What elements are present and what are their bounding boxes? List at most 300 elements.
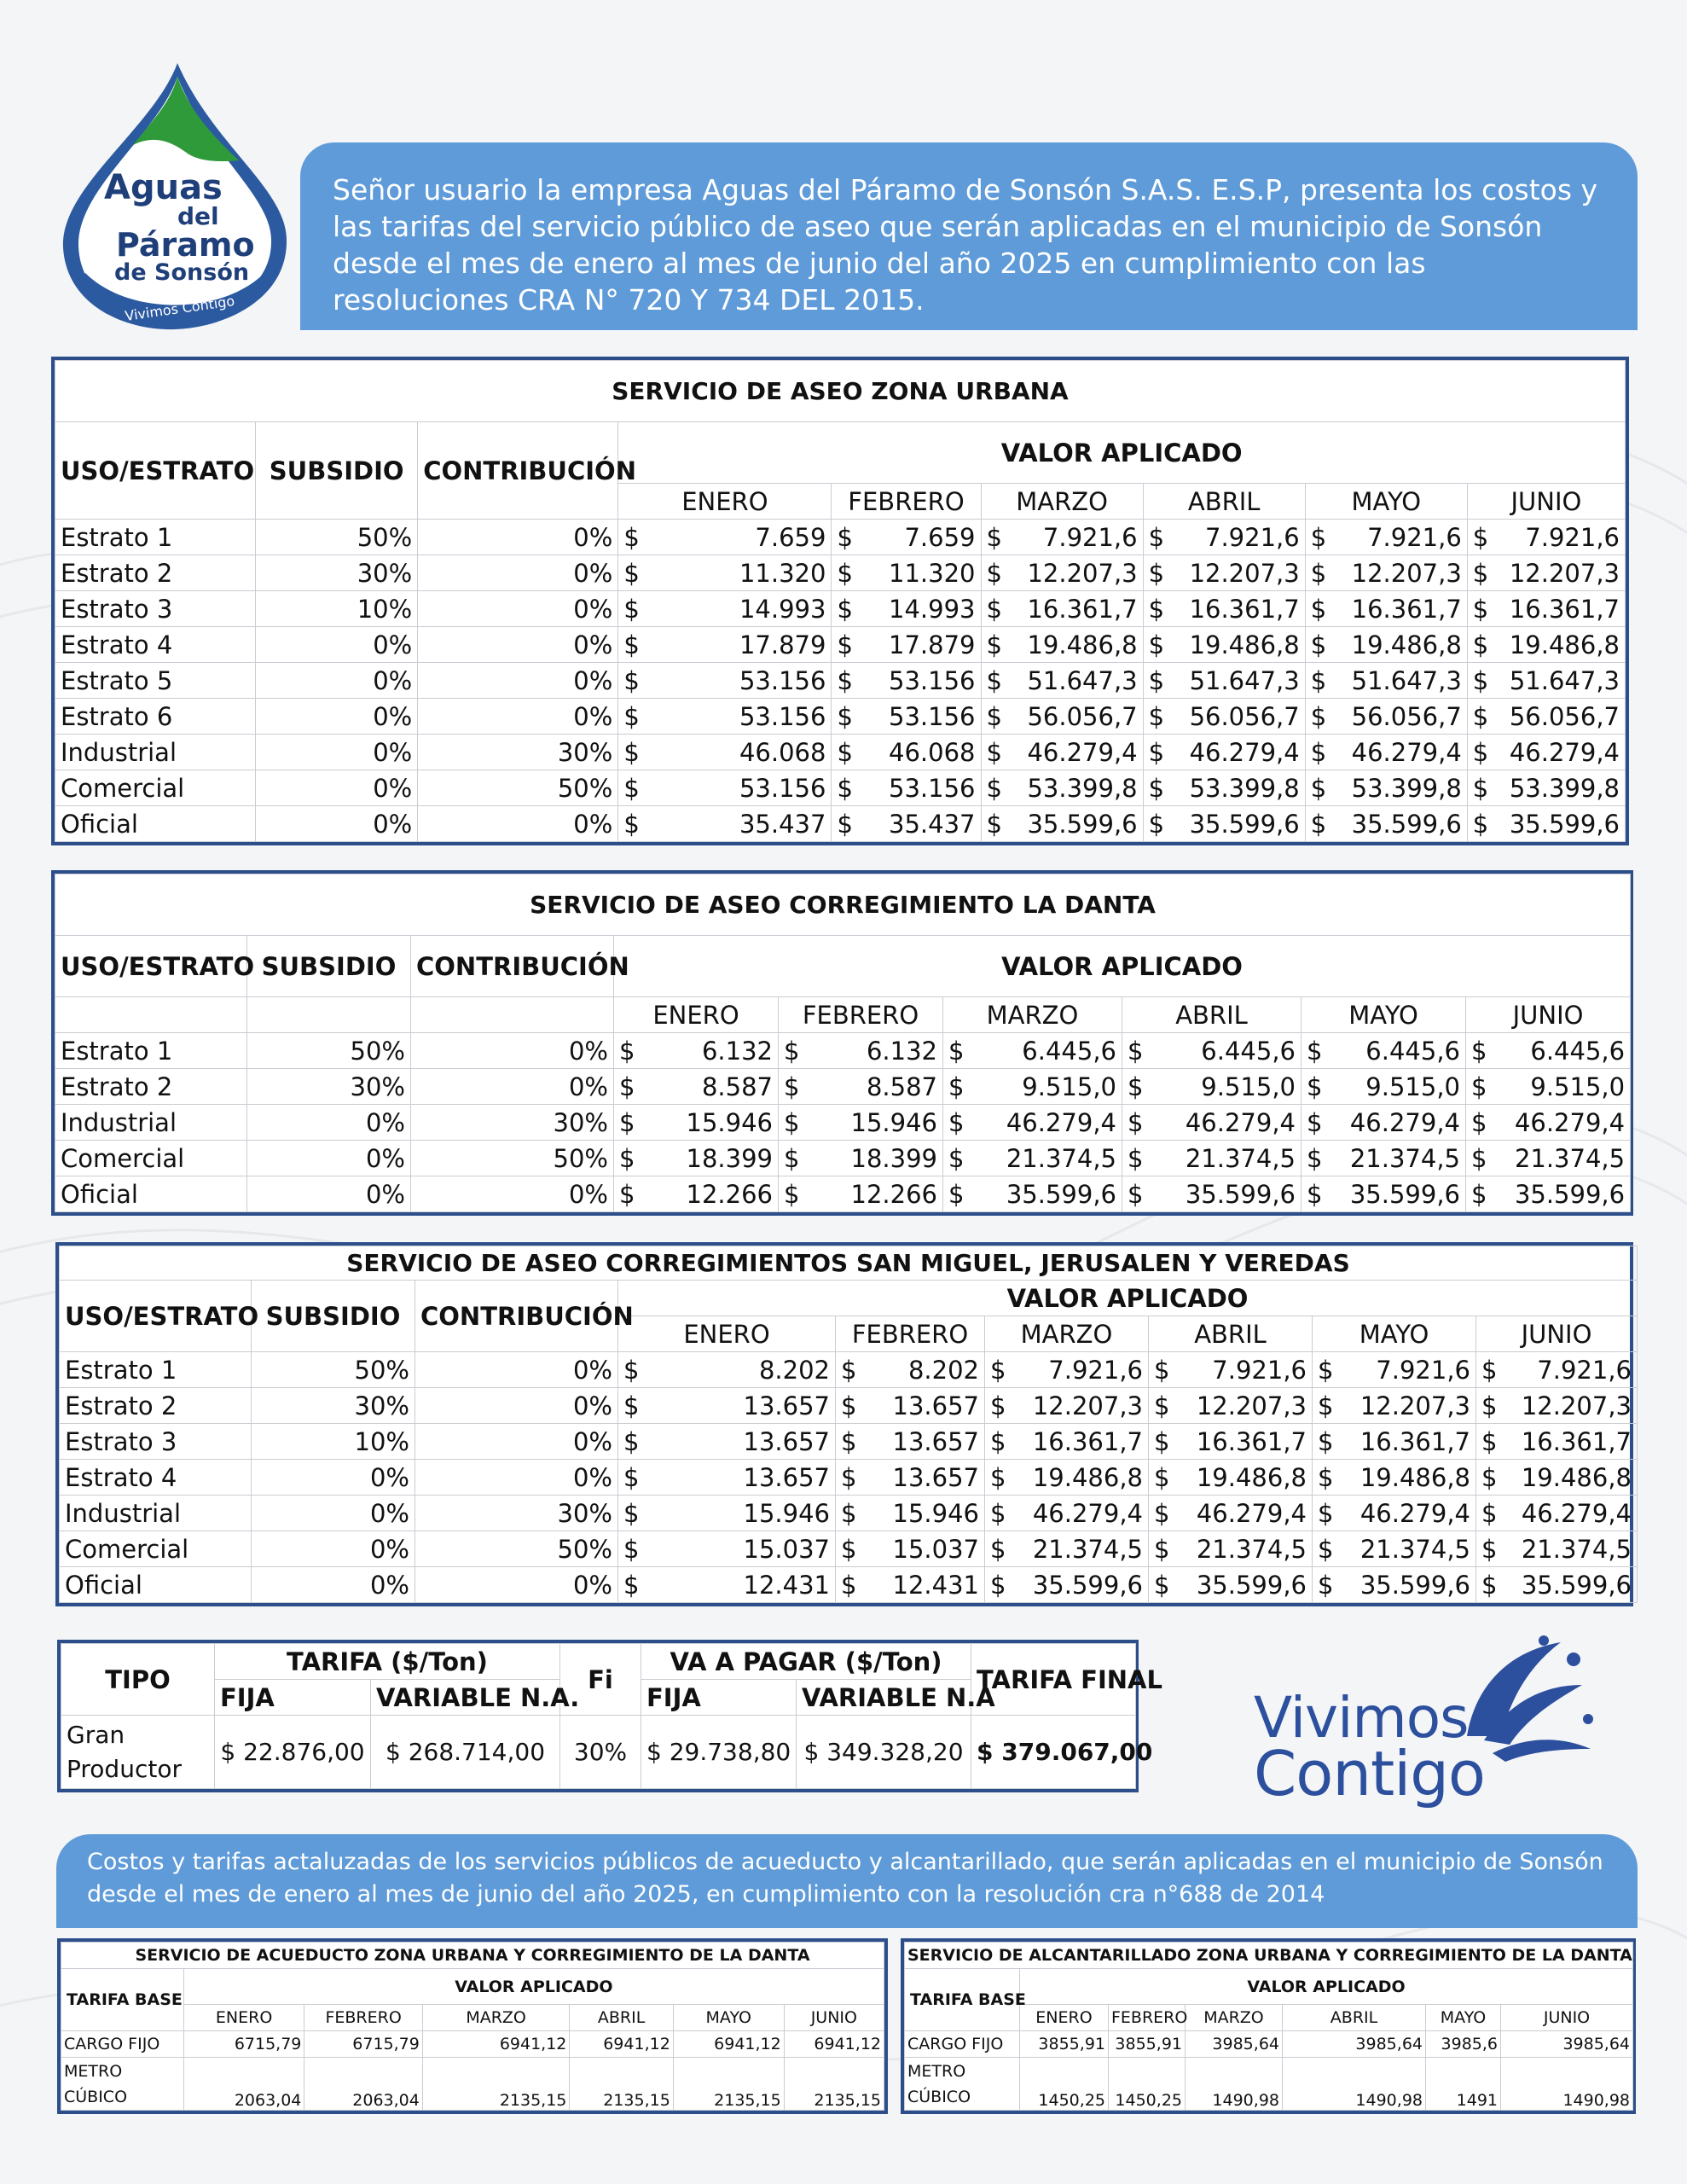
table-row — [55, 1069, 1631, 1105]
contribucion-cell: 50% — [411, 1141, 614, 1176]
amount: 46.279,4 — [1349, 1107, 1460, 1137]
currency-symbol: $ — [990, 1355, 1006, 1385]
currency-symbol: $ — [1128, 1072, 1144, 1101]
amount: 9.515,0 — [1365, 1072, 1460, 1101]
table-row — [60, 1460, 1638, 1496]
logo-text-sonson: de Sonsón — [114, 259, 250, 286]
currency-symbol: $ — [1481, 1355, 1498, 1385]
value-cell — [1149, 1388, 1313, 1424]
value-cell — [832, 627, 981, 663]
month-header: JUNIO — [1476, 1316, 1638, 1352]
currency-symbol: $ — [1318, 1355, 1334, 1385]
currency-symbol: $ — [619, 1072, 635, 1101]
month-header: ABRIL — [1283, 2005, 1426, 2031]
currency-symbol: $ — [841, 1534, 857, 1564]
currency-symbol: $ — [990, 1534, 1006, 1564]
amount: 7.921,6 — [1048, 1355, 1143, 1385]
value-cell — [832, 699, 981, 735]
amount: 53.156 — [889, 665, 976, 695]
currency-symbol: $ — [784, 1179, 800, 1209]
currency-symbol: $ — [1318, 1534, 1334, 1564]
amount: 21.374,5 — [1032, 1534, 1143, 1564]
amount: 14.993 — [739, 594, 826, 624]
currency-symbol: $ — [623, 1498, 640, 1528]
money-value — [990, 1571, 1143, 1600]
value-cell — [1149, 1496, 1313, 1531]
money-value — [1154, 1463, 1307, 1492]
month-header: MARZO — [1186, 2005, 1283, 2031]
month-header: FEBRERO — [1109, 2005, 1186, 2031]
amount: 12.266 — [850, 1179, 937, 1209]
currency-symbol: $ — [1148, 773, 1165, 803]
table-aseo-urbana — [51, 357, 1629, 845]
value-cell — [832, 520, 981, 555]
amount: 9.515,0 — [1201, 1072, 1296, 1101]
row-metro-cubico — [61, 2058, 184, 2111]
month-header: JUNIO — [784, 2005, 884, 2031]
table-row — [55, 1141, 1631, 1176]
currency-symbol: $ — [1310, 630, 1327, 659]
value-cell — [614, 1033, 779, 1069]
currency-symbol: $ — [1481, 1426, 1498, 1456]
amount: 56.056,7 — [1509, 701, 1620, 731]
currency-symbol: $ — [1310, 665, 1327, 695]
col-subsidio: SUBSIDIO — [256, 422, 418, 520]
amount: 12.431 — [743, 1570, 830, 1600]
table-row — [55, 520, 1626, 555]
value-cell — [1143, 735, 1305, 770]
money-value — [784, 1108, 937, 1137]
currency-symbol: $ — [784, 1107, 800, 1137]
value-cell — [836, 1460, 985, 1496]
value-cell — [614, 1069, 779, 1105]
amount: 16.361,7 — [1196, 1426, 1307, 1456]
money-value — [1311, 810, 1462, 839]
month-header: MAYO — [1305, 484, 1467, 520]
logo-text-aguas: Aguas — [104, 168, 223, 207]
amount: 8.587 — [701, 1072, 773, 1101]
value-cell — [779, 1176, 943, 1212]
money-value — [1318, 1356, 1470, 1385]
amount: 14.993 — [889, 594, 976, 624]
subsidio-cell: 0% — [247, 1105, 411, 1141]
row-cargo-fijo: CARGO FIJO — [905, 2031, 1020, 2058]
money-value — [841, 1356, 979, 1385]
table-aseo-san-miguel — [55, 1242, 1633, 1606]
amount: 12.431 — [892, 1570, 979, 1600]
subsidio-cell: 0% — [247, 1141, 411, 1176]
subsidio-cell: 50% — [247, 1033, 411, 1069]
month-header: MARZO — [981, 484, 1143, 520]
money-value — [1307, 1180, 1460, 1209]
metro-line2: CÚBICO — [907, 2087, 971, 2106]
value-cell — [981, 591, 1143, 627]
month-header: ENERO — [614, 997, 779, 1033]
month-header: JUNIO — [1466, 997, 1631, 1033]
value-cell — [1313, 1460, 1476, 1496]
col-valor-aplicado: VALOR APLICADO — [618, 422, 1626, 484]
value-cell — [1467, 735, 1625, 770]
value-cell — [1305, 663, 1467, 699]
month-header: JUNIO — [1467, 484, 1625, 520]
amount: 51.647,3 — [1027, 665, 1138, 695]
value-cell — [1466, 1176, 1631, 1212]
amount: 12.207,3 — [1521, 1391, 1632, 1420]
cargo-value: 6715,79 — [304, 2031, 422, 2058]
amount: 9.515,0 — [1530, 1072, 1626, 1101]
money-value — [1473, 666, 1620, 695]
money-value — [1311, 523, 1462, 552]
amount: 19.486,8 — [1521, 1462, 1632, 1492]
currency-symbol: $ — [623, 809, 640, 839]
money-value — [987, 595, 1138, 624]
cargo-value: 6941,12 — [422, 2031, 570, 2058]
row-label: Comercial — [55, 770, 256, 806]
subsidio-cell: 0% — [256, 699, 418, 735]
money-value — [623, 1463, 830, 1492]
amount: 53.399,8 — [1351, 773, 1462, 803]
currency-symbol: $ — [837, 558, 853, 588]
money-value — [1471, 1108, 1625, 1137]
table-acueducto — [57, 1938, 888, 2114]
col-variable: VARIABLE N.A. — [371, 1680, 560, 1716]
metro-value: 2135,15 — [673, 2058, 784, 2111]
money-value — [987, 666, 1138, 695]
currency-symbol: $ — [986, 773, 1002, 803]
money-value — [1318, 1463, 1470, 1492]
money-value — [948, 1144, 1116, 1173]
currency-symbol: $ — [1471, 1179, 1487, 1209]
money-value — [1149, 738, 1300, 767]
value-cell — [1143, 663, 1305, 699]
value-cell — [1466, 1033, 1631, 1069]
amount: 56.056,7 — [1189, 701, 1300, 731]
money-value — [837, 559, 975, 588]
money-value — [841, 1535, 979, 1564]
currency-symbol: $ — [948, 1072, 965, 1101]
metro-value: 2135,15 — [422, 2058, 570, 2111]
row-label: Oficial — [55, 1176, 247, 1212]
currency-symbol: $ — [623, 558, 640, 588]
money-value — [1481, 1427, 1632, 1456]
money-value — [619, 1108, 773, 1137]
col-contribucion: CONTRIBUCIÓN — [418, 422, 618, 520]
amount: 11.320 — [889, 558, 976, 588]
metro-line1: METRO — [907, 2061, 966, 2081]
amount: 51.647,3 — [1351, 665, 1462, 695]
amount: 35.599,6 — [1351, 809, 1462, 839]
subsidio-cell: 0% — [252, 1460, 415, 1496]
value-cell — [981, 770, 1143, 806]
money-value — [1481, 1463, 1632, 1492]
cargo-value: 6941,12 — [673, 2031, 784, 2058]
money-value — [1128, 1180, 1296, 1209]
value-cell — [1467, 555, 1625, 591]
value-cell — [1301, 1033, 1466, 1069]
amount: 11.320 — [739, 558, 826, 588]
value-cell — [779, 1033, 943, 1069]
amount: 35.599,6 — [1514, 1179, 1626, 1209]
money-value — [1311, 666, 1462, 695]
month-header: MAYO — [1301, 997, 1466, 1033]
col-fija: FIJA — [215, 1680, 371, 1716]
value-cell — [981, 627, 1143, 663]
contribucion-cell: 0% — [418, 806, 618, 842]
subsidio-cell: 0% — [256, 663, 418, 699]
col-tarifa-base: TARIFA BASE — [61, 1969, 184, 2031]
amount: 46.279,4 — [1351, 737, 1462, 767]
subsidio-cell: 0% — [256, 806, 418, 842]
amount: 8.202 — [907, 1355, 979, 1385]
value-cell — [1467, 663, 1625, 699]
value-cell — [1143, 699, 1305, 735]
value-cell — [618, 770, 832, 806]
value-cell — [836, 1531, 985, 1567]
currency-symbol: $ — [1154, 1570, 1170, 1600]
value-cell — [1143, 806, 1305, 842]
value-cell — [1313, 1567, 1476, 1603]
amount: 16.361,7 — [1521, 1426, 1632, 1456]
logo-tagline: Vivimos Contigo — [124, 293, 236, 324]
table-row — [55, 627, 1626, 663]
money-value — [1473, 702, 1620, 731]
amount: 35.599,6 — [1521, 1570, 1632, 1600]
currency-symbol: $ — [1471, 1107, 1487, 1137]
money-value — [623, 774, 826, 803]
currency-symbol: $ — [1472, 522, 1489, 552]
currency-symbol: $ — [841, 1462, 857, 1492]
value-cell — [832, 591, 981, 627]
currency-symbol: $ — [1307, 1179, 1323, 1209]
amount: 35.599,6 — [1196, 1570, 1307, 1600]
currency-symbol: $ — [1148, 809, 1165, 839]
currency-symbol: $ — [1310, 773, 1327, 803]
value-cell — [985, 1496, 1149, 1531]
currency-symbol: $ — [1318, 1462, 1334, 1492]
table-row — [60, 1567, 1638, 1603]
value-cell — [943, 1069, 1122, 1105]
value-cell — [618, 1496, 836, 1531]
col-va-pagar: VA A PAGAR ($/Ton) — [641, 1644, 971, 1680]
value-cell — [1149, 1460, 1313, 1496]
money-value — [841, 1571, 979, 1600]
amount: 12.207,3 — [1359, 1391, 1470, 1420]
value-cell — [981, 735, 1143, 770]
money-value — [1154, 1571, 1307, 1600]
money-value — [1154, 1535, 1307, 1564]
money-value — [1154, 1356, 1307, 1385]
contribucion-cell: 0% — [415, 1352, 618, 1388]
row-tipo-line2: Productor — [67, 1754, 182, 1783]
currency-symbol: $ — [1154, 1498, 1170, 1528]
value-cell — [1466, 1069, 1631, 1105]
amount: 46.279,4 — [1032, 1498, 1143, 1528]
money-value — [948, 1108, 1116, 1137]
amount: 46.279,4 — [1006, 1107, 1116, 1137]
money-value — [784, 1072, 937, 1101]
amount: 46.279,4 — [1521, 1498, 1632, 1528]
money-value — [1128, 1108, 1296, 1137]
value-cell — [1476, 1388, 1638, 1424]
money-value — [1473, 738, 1620, 767]
table-title: SERVICIO DE ASEO CORREGIMIENTO LA DANTA — [55, 874, 1631, 936]
metro-value: 2063,04 — [304, 2058, 422, 2111]
month-header: ABRIL — [1143, 484, 1305, 520]
col-pagar-variable: VARIABLE N.A — [797, 1680, 971, 1716]
metro-value: 1450,25 — [1109, 2058, 1186, 2111]
amount: 6.445,6 — [1022, 1036, 1116, 1066]
currency-symbol: $ — [1307, 1072, 1323, 1101]
currency-symbol: $ — [623, 773, 640, 803]
value-cell — [1305, 699, 1467, 735]
value-cell — [1313, 1424, 1476, 1460]
money-value — [623, 630, 826, 659]
amount: 15.037 — [743, 1534, 830, 1564]
money-value — [1307, 1072, 1460, 1101]
contribucion-cell: 0% — [415, 1460, 618, 1496]
row-label: Comercial — [55, 1141, 247, 1176]
table-row — [55, 770, 1626, 806]
amount: 12.266 — [686, 1179, 773, 1209]
contribucion-cell: 0% — [418, 520, 618, 555]
money-value — [1318, 1427, 1470, 1456]
amount: 35.599,6 — [1509, 809, 1620, 839]
money-value — [1481, 1391, 1632, 1420]
month-header: MARZO — [422, 2005, 570, 2031]
currency-symbol: $ — [623, 1355, 640, 1385]
table-row — [55, 1033, 1631, 1069]
contribucion-cell: 0% — [418, 627, 618, 663]
money-value — [1311, 595, 1462, 624]
amount: 19.486,8 — [1196, 1462, 1307, 1492]
table-row — [55, 806, 1626, 842]
money-value — [1473, 523, 1620, 552]
money-value — [1149, 774, 1300, 803]
subsidio-cell: 10% — [256, 591, 418, 627]
currency-symbol: $ — [1310, 701, 1327, 731]
value-cell — [1305, 555, 1467, 591]
amount: 53.399,8 — [1027, 773, 1138, 803]
amount: 16.361,7 — [1189, 594, 1300, 624]
money-value — [987, 702, 1138, 731]
amount: 7.921,6 — [1537, 1355, 1632, 1385]
logo-text-del: del — [177, 202, 219, 230]
fija-value: $ 22.876,00 — [215, 1716, 371, 1789]
amount: 12.207,3 — [1189, 558, 1300, 588]
money-value — [623, 738, 826, 767]
contribucion-cell: 0% — [418, 663, 618, 699]
currency-symbol: $ — [1472, 773, 1489, 803]
value-cell — [1149, 1531, 1313, 1567]
money-value — [623, 666, 826, 695]
contribucion-cell: 50% — [415, 1531, 618, 1567]
row-label: Industrial — [60, 1496, 252, 1531]
money-value — [841, 1463, 979, 1492]
currency-symbol: $ — [1472, 737, 1489, 767]
money-value — [1473, 810, 1620, 839]
month-header: ENERO — [1020, 2005, 1109, 2031]
contribucion-cell: 0% — [411, 1176, 614, 1212]
money-value — [837, 810, 975, 839]
value-cell — [943, 1141, 1122, 1176]
amount: 18.399 — [850, 1143, 937, 1173]
money-value — [1311, 630, 1462, 659]
amount: 13.657 — [892, 1391, 979, 1420]
money-value — [1154, 1391, 1307, 1420]
fi-value: 30% — [560, 1716, 641, 1789]
value-cell — [985, 1460, 1149, 1496]
value-cell — [943, 1033, 1122, 1069]
row-label: Estrato 2 — [55, 555, 256, 591]
currency-symbol: $ — [990, 1426, 1006, 1456]
subsidio-cell: 0% — [252, 1567, 415, 1603]
currency-symbol: $ — [784, 1036, 800, 1066]
col-uso: USO/ESTRATO — [60, 1281, 252, 1352]
value-cell — [985, 1567, 1149, 1603]
money-value — [623, 595, 826, 624]
money-value — [784, 1180, 937, 1209]
currency-symbol: $ — [623, 1391, 640, 1420]
amount: 51.647,3 — [1189, 665, 1300, 695]
money-value — [1149, 810, 1300, 839]
amount: 21.374,5 — [1349, 1143, 1460, 1173]
money-value — [1481, 1571, 1632, 1600]
value-cell — [943, 1105, 1122, 1141]
subsidio-cell: 0% — [252, 1531, 415, 1567]
money-value — [1128, 1144, 1296, 1173]
col-valor-aplicado: VALOR APLICADO — [1020, 1969, 1633, 2005]
value-cell — [1143, 591, 1305, 627]
value-cell — [1122, 1176, 1301, 1212]
amount: 7.921,6 — [1525, 522, 1620, 552]
intro-text: Señor usuario la empresa Aguas del Páramo de Sonsón S.A.S. E.S.P, presenta los costos y las tarifas del servicio público de aseo que serán aplicadas en el municipio de Sonsón desde el mes de enero al mes de junio del año 2025 en cumplimiento con las resoluciones CRA N° 720 Y 734 DEL 2015. — [333, 173, 1598, 317]
row-label: Estrato 2 — [55, 1069, 247, 1105]
value-cell — [618, 735, 832, 770]
money-value — [1318, 1391, 1470, 1420]
currency-symbol: $ — [623, 522, 640, 552]
money-value — [623, 1356, 830, 1385]
money-value — [1471, 1072, 1625, 1101]
money-value — [1471, 1180, 1625, 1209]
currency-symbol: $ — [1128, 1107, 1144, 1137]
money-value — [619, 1037, 773, 1066]
currency-symbol: $ — [1148, 522, 1165, 552]
money-value — [1149, 702, 1300, 731]
money-value — [837, 595, 975, 624]
value-cell — [1313, 1352, 1476, 1388]
row-label: Estrato 4 — [60, 1460, 252, 1496]
col-subsidio: SUBSIDIO — [252, 1281, 415, 1352]
value-cell — [618, 1531, 836, 1567]
row-label: Estrato 5 — [55, 663, 256, 699]
currency-symbol: $ — [619, 1107, 635, 1137]
metro-line1: METRO — [64, 2061, 123, 2081]
value-cell — [618, 555, 832, 591]
currency-symbol: $ — [1310, 594, 1327, 624]
amount: 53.156 — [889, 701, 976, 731]
currency-symbol: $ — [948, 1143, 965, 1173]
subsidio-cell: 0% — [256, 770, 418, 806]
amount: 19.486,8 — [1027, 630, 1138, 659]
money-value — [990, 1391, 1143, 1420]
month-header: MAYO — [1313, 1316, 1476, 1352]
value-cell — [836, 1352, 985, 1388]
amount: 13.657 — [892, 1426, 979, 1456]
currency-symbol: $ — [841, 1498, 857, 1528]
row-label: Oficial — [55, 806, 256, 842]
money-value — [841, 1427, 979, 1456]
amount: 56.056,7 — [1351, 701, 1462, 731]
